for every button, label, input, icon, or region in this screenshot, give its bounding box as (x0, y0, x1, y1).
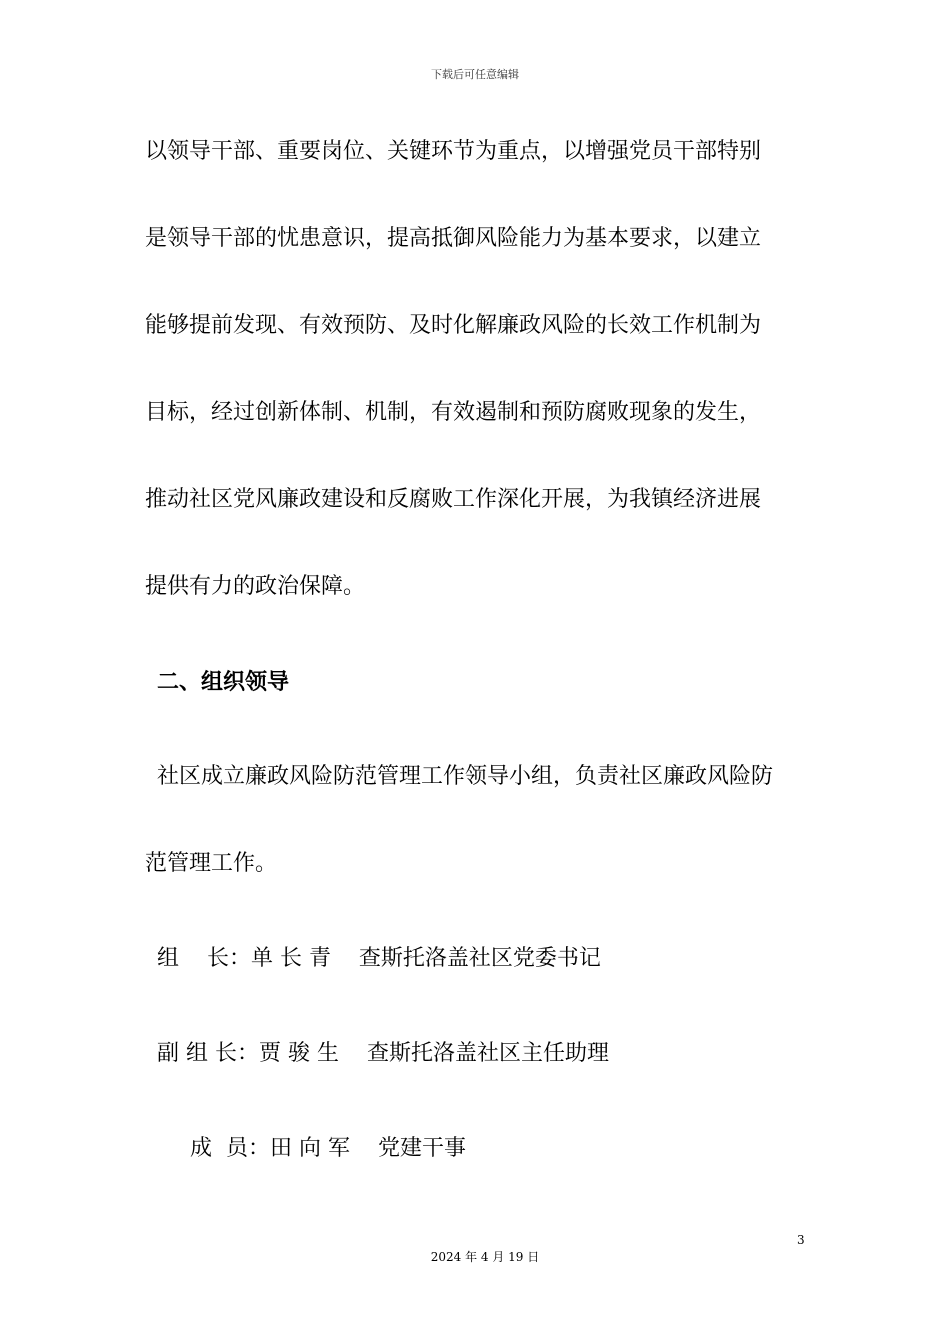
section-heading: 二、组织领导 (157, 670, 290, 695)
member-deputy: 副 组 长：贾 骏 生 查斯托洛盖社区主任助理 (157, 1041, 609, 1066)
page-number: 3 (797, 1233, 805, 1247)
body-line: 目标，经过创新体制、机制，有效遏制和预防腐败现象的发生， (145, 400, 762, 425)
body-line: 能够提前发现、有效预防、及时化解廉政风险的长效工作机制为 (145, 313, 762, 338)
footer-date: 2024 年 4 月 19 日 (430, 1250, 540, 1264)
body-line: 提供有力的政治保障。 (145, 574, 366, 599)
body-line: 是领导干部的忧患意识，提高抵御风险能力为基本要求，以建立 (145, 226, 762, 251)
body-line: 以领导干部、重要岗位、关键环节为重点，以增强党员干部特别 (145, 139, 762, 164)
body-line: 推动社区党风廉政建设和反腐败工作深化开展，为我镇经济进展 (145, 487, 762, 512)
body-line: 社区成立廉政风险防范管理工作领导小组，负责社区廉政风险防 (157, 764, 774, 789)
header-note: 下载后可任意编辑 (431, 68, 519, 81)
member-leader: 组 长：单 长 青 查斯托洛盖社区党委书记 (157, 946, 601, 971)
body-line: 范管理工作。 (145, 851, 278, 876)
member-staff: 成 员：田 向 军 党建干事 (190, 1136, 466, 1161)
